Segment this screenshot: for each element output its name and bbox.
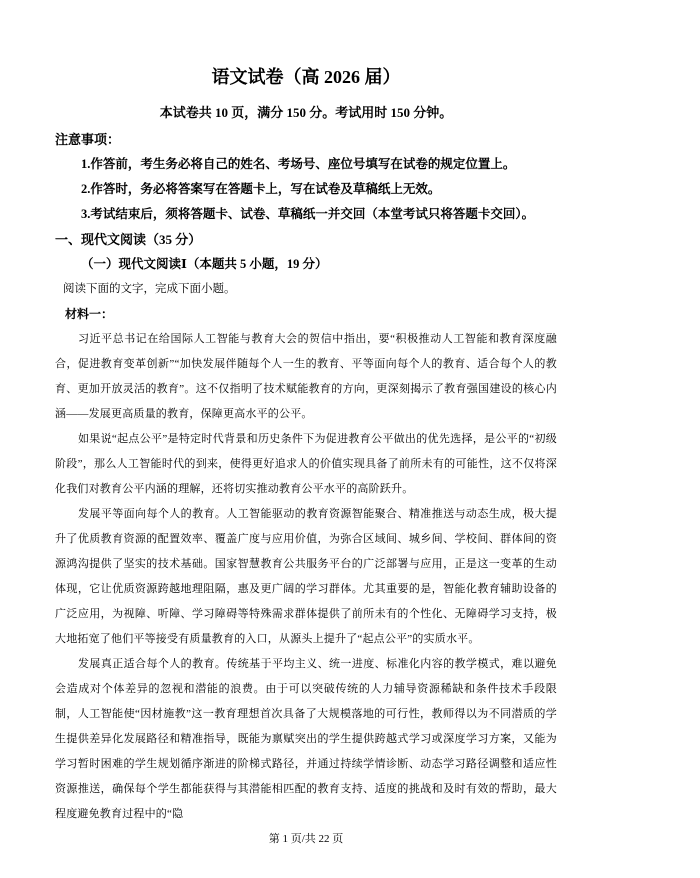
notice-item: 3.考试结束后，须将答题卡、试卷、草稿纸一并交回（本堂考试只将答题卡交回）。 <box>81 207 535 221</box>
notice-heading: 注意事项： <box>55 132 121 147</box>
notice-item: 1.作答前，考生务必将自己的姓名、考场号、座位号填写在试卷的规定位置上。 <box>81 157 516 171</box>
section-heading: 一、现代文阅读（35 分） <box>55 232 202 247</box>
exam-title: 语文试卷（高 2026 届） <box>211 67 401 87</box>
page-content <box>55 64 557 847</box>
body-paragraph-4: 发展真正适合每个人的教育。传统基于平均主义、统一进度、标准化内容的教学模式，难以避免会造成对个体差异的忽视和潜能的浪费。由于可以突破传统的人力辅导资源稀缺和条件技术手段限制，人工智能使“因材施教”这一教育理想首次具备了大规模落地的可行性，教师得以为不同潜质的学生提供差异化发展路径和精准指导，既能为禀赋突出的学生提供跨越式学习或深度学习方案，又能为学习暂时困难的学生规划循序渐进的阶梯式路径，并通过持续学情诊断、动态学习路径调整和适应性资源推送，确保每个学生都能获得与其潜能相匹配的教育支持、适度的挑战和及时有效的帮助，最大程度避免教育过程中的“隐 <box>55 658 557 820</box>
body-paragraph-1: 习近平总书记在给国际人工智能与教育大会的贺信中指出，要“积极推动人工智能和教育深度融合，促进教育变革创新”“加快发展伴随每个人一生的教育、平等面向每个人的教育、适合每个人的教育、更加开放灵活的教育”。这不仅指明了技术赋能教育的方向，更深刻揭示了教育强国建设的核心内涵——发展更高质量的教育，保障更高水平的公平。 <box>55 333 557 420</box>
body-paragraph-3: 发展平等面向每个人的教育。人工智能驱动的教育资源智能聚合、精准推送与动态生成，极大提升了优质教育资源的配置效率、覆盖广度与应用价值，为弥合区域间、城乡间、学校间、群体间的资源鸿沟提供了坚实的技术基础。国家智慧教育公共服务平台的广泛部署与应用，正是这一变革的生动体现，它让优质资源跨越地理阻隔，惠及更广阔的学习群体。尤其重要的是，智能化教育辅助设备的广泛应用，为视障、听障、学习障碍等特殊需求群体提供了前所未有的个性化、无障碍学习支持，极大地拓宽了他们平等接受有质量教育的入口，从源头上提升了“起点公平”的实质水平。 <box>55 508 557 645</box>
page-footer: 第 1 页/共 22 页 <box>268 833 344 845</box>
body-paragraph-2: 如果说“起点公平”是特定时代背景和历史条件下为促进教育公平做出的优先选择，是公平的“初级阶段”，那么人工智能时代的到来，使得更好追求人的价值实现具备了前所未有的可能性，这不仅将深化我们对教育公平内涵的理解，还将切实推动教育公平水平的高阶跃升。 <box>55 433 557 495</box>
reading-instruction: 阅读下面的文字，完成下面小题。 <box>63 283 236 295</box>
notice-item: 2.作答时，务必将答案写在答题卡上，写在试卷及草稿纸上无效。 <box>81 182 441 196</box>
material-label: 材料一： <box>65 307 114 321</box>
subsection-heading: （一）现代文阅读Ⅰ（本题共 5 小题，19 分） <box>81 257 328 271</box>
exam-info-line: 本试卷共 10 页，满分 150 分。考试用时 150 分钟。 <box>159 105 453 120</box>
